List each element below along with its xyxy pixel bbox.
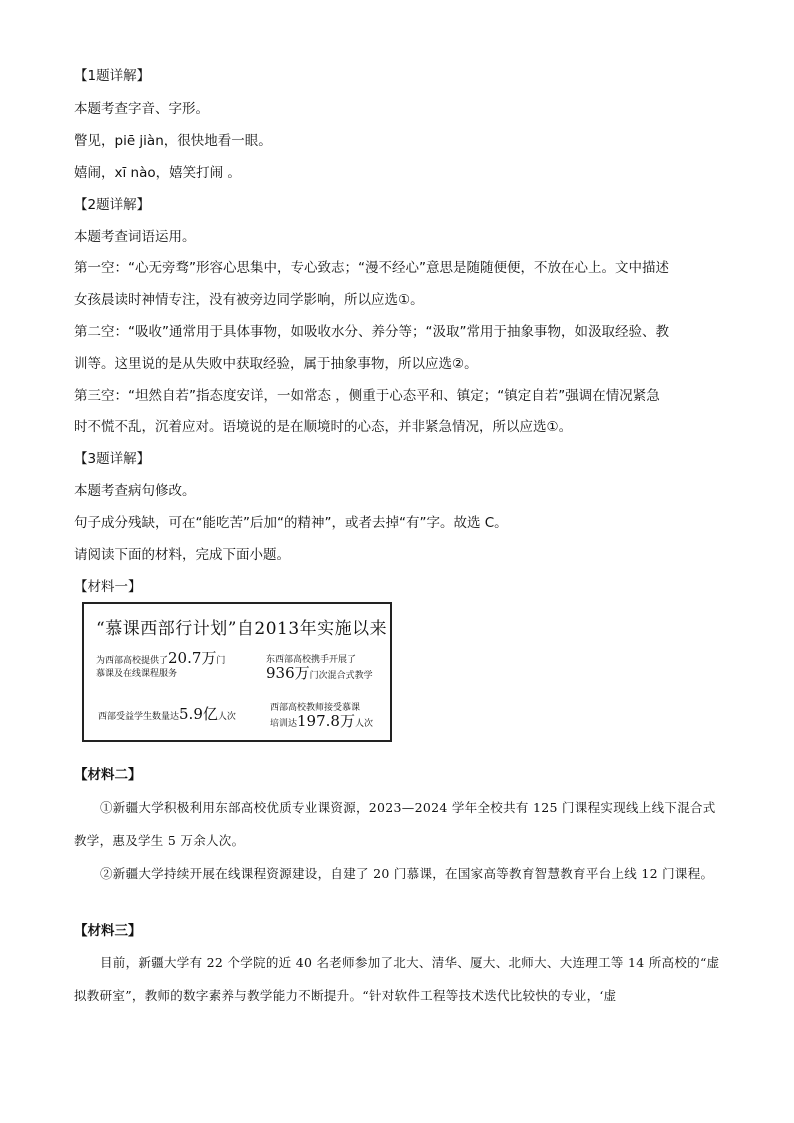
infographic-title: “慕课西部行计划”自2013年实施以来	[96, 619, 388, 639]
stat2-unit: 门次混合式教学	[309, 671, 373, 681]
material1-heading: 【材料一】	[74, 579, 142, 595]
stat1-unit: 门	[216, 656, 226, 666]
infographic-stat-teachers	[270, 702, 373, 731]
stat2-prefix: 东西部高校携手开展了	[266, 655, 357, 665]
stat1-tail: 慕课及在线课程服务	[96, 669, 178, 679]
stat4-number: 197.8万	[297, 712, 355, 730]
material3-heading: 【材料三】	[74, 923, 142, 939]
section3-answer: 句子成分残缺，可在“能吃苦”后加“的精神”，或者去掉“有”字。故选 C。	[74, 515, 508, 531]
section1-heading: 【1题详解】	[74, 68, 151, 84]
material1-infographic	[82, 602, 392, 742]
material2-para2: ②新疆大学持续开展在线课程资源建设，自建了 20 门慕课，在国家高等教育智慧教育平台上线 12 门课程。	[100, 866, 714, 881]
section1-item2: 嬉闹，xī nào，嬉笑打闹 。	[74, 165, 241, 181]
section2-blank2-line2: 训等。这里说的是从失败中获取经验，属于抽象事物，所以应选②。	[74, 356, 478, 372]
section1-item1: 瞥见，piē jiàn，很快地看一眼。	[74, 133, 272, 149]
stat4-unit: 人次	[354, 719, 373, 729]
stat3-prefix: 西部受益学生数量达	[98, 712, 180, 722]
stat1-prefix: 为西部高校提供了	[96, 656, 169, 666]
section2-blank1-line2: 女孩晨读时神情专注，没有被旁边同学影响，所以应选①。	[74, 292, 424, 308]
section2-intro: 本题考查词语运用。	[74, 229, 196, 245]
infographic-stat-courses	[96, 649, 226, 681]
material2-para1: ①新疆大学积极利用东部高校优质专业课资源，2023—2024 学年全校共有 125 门课程实现线上线下混合式教学，惠及学生 5 万余人次。	[74, 800, 716, 848]
section3-intro: 本题考查病句修改。	[74, 483, 196, 499]
section2-heading: 【2题详解】	[74, 197, 151, 213]
infographic-stat-students	[98, 705, 236, 724]
material2-heading: 【材料二】	[74, 767, 142, 783]
section3-instruction: 请阅读下面的材料，完成下面小题。	[74, 547, 290, 563]
stat3-number: 5.9亿	[179, 705, 218, 723]
section2-blank3-line2: 时不慌不乱，沉着应对。语境说的是在顺境时的心态，并非紧急情况，所以应选①。	[74, 419, 573, 435]
section1-intro: 本题考查字音、字形。	[74, 101, 209, 117]
stat3-unit: 人次	[217, 712, 236, 722]
stat4-mid: 培训达	[270, 719, 298, 729]
section3-heading: 【3题详解】	[74, 451, 151, 467]
material3-para1: 目前，新疆大学有 22 个学院的近 40 名老师参加了北大、清华、厦大、北师大、大连理工等 14 所高校的“虚拟教研室”，教师的数字素养与教学能力不断提升。“针对软件工程等技术迭代比较快的专业，‘虚	[74, 955, 720, 1003]
section2-blank3-line1: 第三空：“坦然自若”指态度安详，一如常态 ，侧重于心态平和、镇定；“镇定自若”强调在情况紧急	[74, 388, 660, 404]
stat1-number: 20.7万	[168, 649, 217, 667]
section2-blank1-line1: 第一空：“心无旁骛”形容心思集中，专心致志；“漫不经心”意思是随随便便，不放在心上。文中描述	[74, 260, 669, 276]
section2-blank2-line1: 第二空：“吸收”通常用于具体事物，如吸收水分、养分等；“汲取”常用于抽象事物，如汲取经验、教	[74, 324, 669, 340]
infographic-stat-blended	[266, 654, 373, 683]
stat4-prefix: 西部高校教师接受慕课	[270, 703, 361, 713]
stat2-number: 936万	[266, 664, 310, 682]
